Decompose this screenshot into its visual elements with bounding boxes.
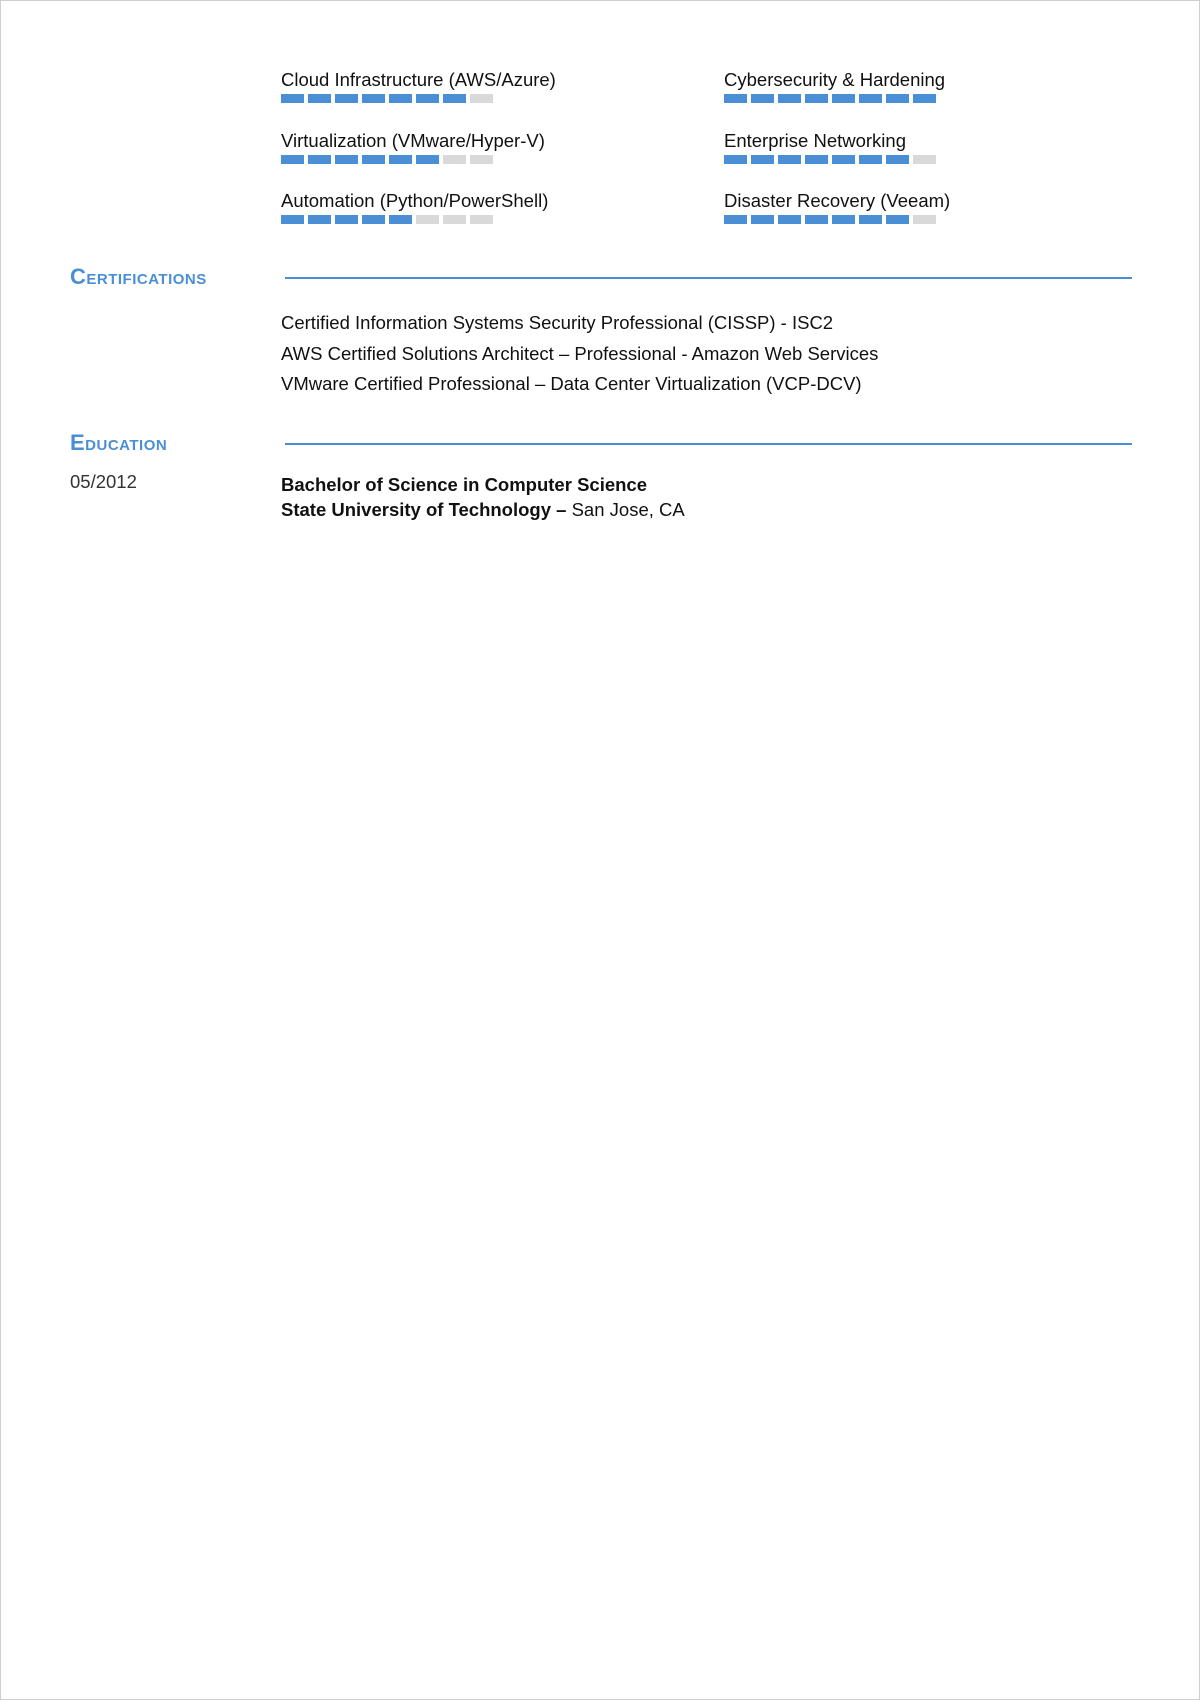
rating-segment-filled [751, 155, 774, 164]
rating-segment-filled [443, 94, 466, 103]
section-divider [285, 443, 1132, 445]
rating-segment-empty [443, 215, 466, 224]
rating-segment-filled [751, 94, 774, 103]
rating-segment-filled [281, 155, 304, 164]
rating-segment-empty [443, 155, 466, 164]
rating-segment-filled [832, 215, 855, 224]
rating-segment-filled [335, 155, 358, 164]
skill-rating-bar [724, 155, 950, 165]
skill-item [281, 130, 556, 191]
rating-segment-filled [724, 94, 747, 103]
certifications-list [281, 308, 878, 400]
skill-name: Automation (Python/PowerShell) [281, 190, 549, 211]
skill-item [281, 190, 556, 251]
rating-segment-filled [724, 215, 747, 224]
rating-segment-filled [832, 94, 855, 103]
skill-item [724, 130, 950, 191]
rating-segment-filled [778, 215, 801, 224]
rating-segment-filled [308, 215, 331, 224]
rating-segment-filled [859, 215, 882, 224]
rating-segment-filled [832, 155, 855, 164]
certification-item: AWS Certified Solutions Architect – Professional - Amazon Web Services [281, 342, 879, 364]
certifications-header [70, 264, 1132, 292]
skill-rating-bar [281, 215, 556, 225]
education-degree: Bachelor of Science in Computer Science [281, 474, 647, 495]
certification-item: Certified Information Systems Security Professional (CISSP) - ISC2 [281, 312, 834, 333]
rating-segment-filled [362, 215, 385, 224]
rating-segment-filled [362, 94, 385, 103]
rating-segment-filled [416, 155, 439, 164]
section-divider [285, 277, 1132, 279]
certification-item: VMware Certified Professional – Data Center Virtualization (VCP-DCV) [281, 373, 862, 394]
education-date: 05/2012 [70, 471, 137, 492]
skill-item [281, 69, 556, 130]
skill-item [724, 190, 950, 251]
rating-segment-filled [778, 94, 801, 103]
rating-segment-filled [886, 155, 909, 164]
education-school-line [281, 497, 685, 522]
rating-segment-filled [281, 215, 304, 224]
rating-segment-filled [335, 215, 358, 224]
rating-segment-filled [389, 215, 412, 224]
rating-segment-filled [805, 94, 828, 103]
rating-segment-empty [470, 94, 493, 103]
rating-segment-empty [470, 155, 493, 164]
rating-segment-filled [362, 155, 385, 164]
rating-segment-filled [335, 94, 358, 103]
skill-name: Disaster Recovery (Veeam) [724, 190, 951, 211]
rating-segment-filled [751, 215, 774, 224]
rating-segment-filled [859, 94, 882, 103]
education-header [70, 430, 1132, 458]
rating-segment-filled [913, 94, 936, 103]
skill-rating-bar [281, 155, 556, 165]
rating-segment-filled [308, 94, 331, 103]
skill-name: Virtualization (VMware/Hyper-V) [281, 129, 545, 151]
rating-segment-empty [913, 155, 936, 164]
rating-segment-filled [389, 155, 412, 164]
rating-segment-empty [470, 215, 493, 224]
rating-segment-empty [913, 215, 936, 224]
rating-segment-filled [724, 155, 747, 164]
skills-column-left [281, 69, 556, 251]
rating-segment-filled [805, 215, 828, 224]
education-school: State University of Technology – [281, 499, 567, 520]
skill-rating-bar [724, 215, 950, 225]
skill-rating-bar [724, 94, 950, 104]
rating-segment-filled [389, 94, 412, 103]
rating-segment-filled [886, 215, 909, 224]
rating-segment-filled [281, 94, 304, 103]
certifications-title: Certifications [70, 264, 207, 289]
rating-segment-filled [859, 155, 882, 164]
education-entry [281, 472, 685, 522]
rating-segment-filled [805, 155, 828, 164]
skill-name: Cybersecurity & Hardening [724, 69, 946, 90]
rating-segment-filled [778, 155, 801, 164]
skills-column-right [724, 69, 950, 251]
education-location: San Jose, CA [566, 499, 685, 520]
skill-item [724, 69, 950, 130]
skill-name: Cloud Infrastructure (AWS/Azure) [281, 69, 556, 90]
rating-segment-filled [416, 94, 439, 103]
rating-segment-empty [416, 215, 439, 224]
skill-name: Enterprise Networking [724, 129, 906, 151]
skill-rating-bar [281, 94, 556, 104]
rating-segment-filled [308, 155, 331, 164]
rating-segment-filled [886, 94, 909, 103]
education-title: Education [70, 430, 168, 455]
